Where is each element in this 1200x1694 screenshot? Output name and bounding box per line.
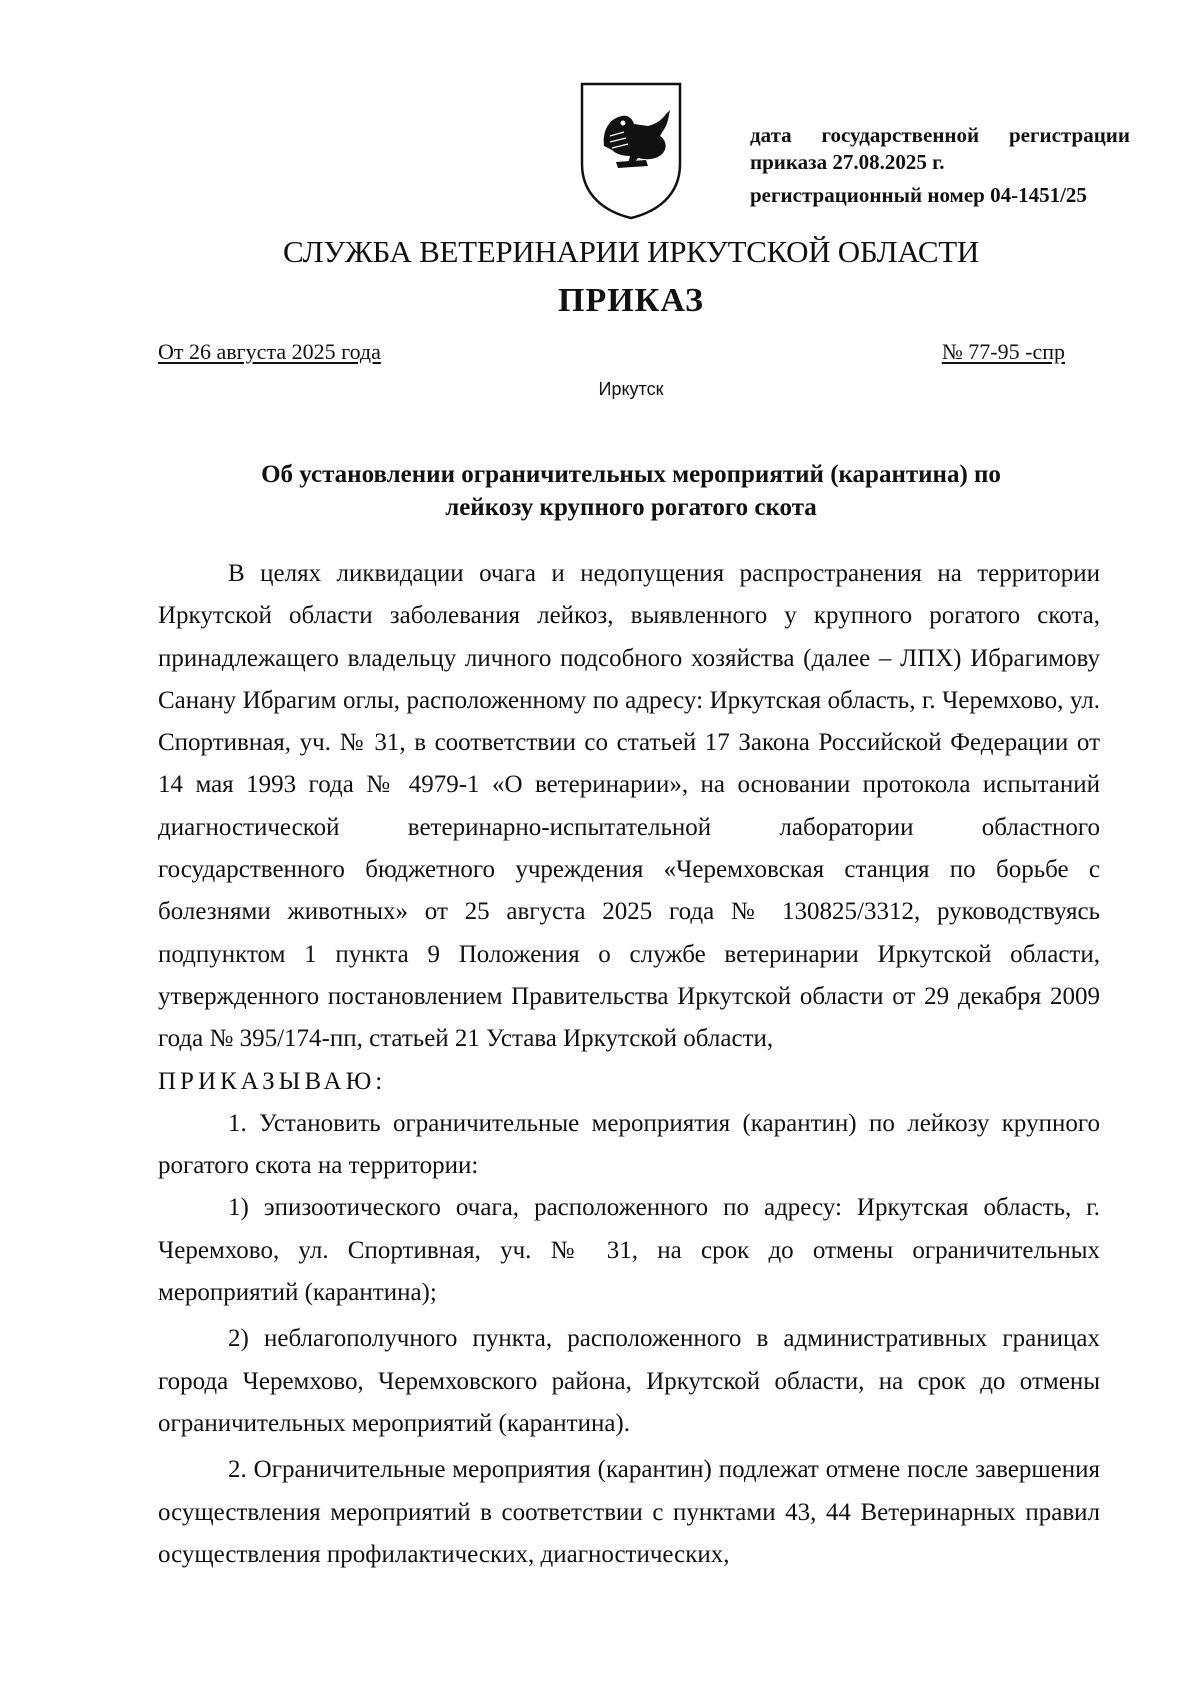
preamble-paragraph: В целях ликвидации очага и недопущения распространения на территории Иркутской области заболевания лейкоз, выявленного у крупного рогатого скота, принадлежащего владельцу личного подсобного хозяйства (далее – ЛПХ) Ибрагимову Санану Ибрагим оглы, расположенному по адресу: Иркутская область, г. Черемхово, ул. Спортивная, уч. № 31, в соответствии со статьей 17 Закона Российской Федерации от 14 мая 1993 года № 4979-1 «О ветеринарии», на основании протокола испытаний диагностической ветеринарно-испытательной лаборатории областного государственного бюджетного учреждения «Черемховская станция по борьбе с болезнями животных» от 25 августа 2025 года № 130825/3312, руководствуясь подпунктом 1 пункта 9 Положения о службе ветеринарии Иркутской области, утвержденного постановлением Правительства Иркутской области от 29 декабря 2009 года № 395/174-пп, статьей 21 Устава Иркутской области,	[158, 560, 1100, 1053]
order-heading-line1: Об установлении ограничительных мероприятий (карантина) по	[261, 461, 1001, 488]
clause-1-1: 1) эпизоотического очага, расположенного по адресу: Иркутская область, г. Черемхово, ул. Спортивная, уч. № 31, на срок до отмены ограничительных мероприятий (карантина);	[158, 1194, 1100, 1307]
order-number: № 77-95 -спр	[941, 339, 1065, 364]
clause-1: 1. Установить ограничительные мероприятия (карантин) по лейкозу крупного рогатого скота на территории:	[158, 1109, 1100, 1180]
order-heading	[180, 458, 1082, 524]
order-city: Иркутск	[598, 379, 664, 399]
order-directive: ПРИКАЗЫВАЮ:	[158, 1067, 387, 1095]
registration-date-value: приказа 27.08.2025 г.	[750, 150, 945, 174]
order-body	[158, 553, 1100, 1576]
registration-number: регистрационный номер 04-1451/25	[750, 183, 1087, 207]
document-type: ПРИКАЗ	[558, 282, 704, 319]
registration-date-label: дата государственной регистрации	[750, 123, 1130, 147]
agency-name: СЛУЖБА ВЕТЕРИНАРИИ ИРКУТСКОЙ ОБЛАСТИ	[283, 234, 979, 269]
order-date: От 26 августа 2025 года	[158, 339, 381, 364]
clause-2: 2. Ограничительные мероприятия (карантин) подлежат отмене после завершения осуществления мероприятий в соответствии с пунктами 43, 44 Ветеринарных правил осуществления профилактических, диагностических,	[158, 1456, 1100, 1568]
clause-1-2: 2) неблагополучного пункта, расположенного в административных границах города Черемхово, Черемховского района, Иркутской области, на срок до отмены ограничительных мероприятий (карантина).	[158, 1325, 1100, 1437]
order-heading-line2: лейкозу крупного рогатого скота	[445, 494, 817, 521]
registration-block	[750, 122, 1130, 209]
irkutsk-coat-of-arms-icon	[576, 80, 686, 220]
